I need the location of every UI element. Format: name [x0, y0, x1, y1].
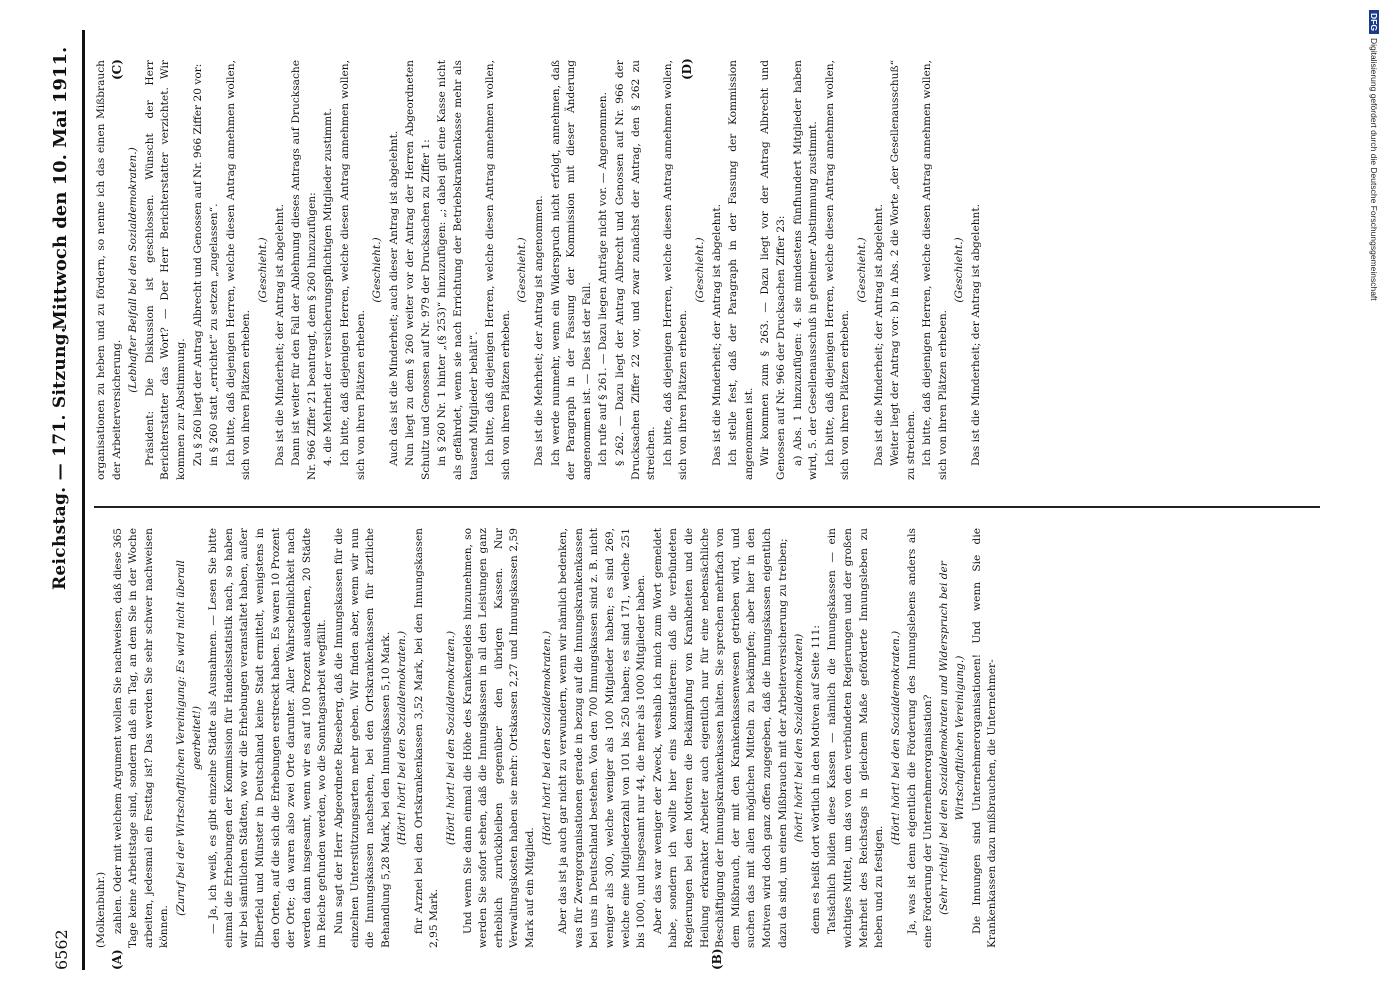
text-paragraph: Ich werde nunmehr, wenn ein Widerspruch nicht erfolgt, annehmen, daß der Paragraph in der Fassung der Kommission mit dieser Änderung angenommen ist. — Dies ist der Fall. — [549, 60, 593, 480]
text-paragraph: Das ist die Mehrheit; der Antrag ist angenommen. — [533, 195, 546, 466]
digitization-credit — [1367, 10, 1381, 990]
text-paragraph: Nun sagt der Herr Abgeordnete Rieseberg, daß die Innungskassen für die einzelnen Unterstützungsarten mehr geben. Wir finden aber, wenn wir nun die Innungskassen nachsehen, bei den Ortskrankenkassen für ärztliche Behandlung 5,28 Mark, bei den Innungskassen 5,10 Mark. — [332, 528, 392, 948]
interjection-paragraph: (Hört! hört! bei den Sozialdemokraten.) — [889, 630, 902, 846]
text-paragraph: Ich rufe auf § 261. — Dazu liegen Anträge nicht vor. — Angenommen. — [597, 92, 610, 466]
text-paragraph: Das ist die Minderheit; der Antrag ist abgelehnt. — [710, 204, 723, 466]
margin-marker-a: (A) — [110, 949, 124, 970]
text-paragraph: Die Innungen sind Unternehmerorganisationen! Und wenn Sie die Krankenkassen dazu mißbrauchen, die Unternehmer- — [970, 528, 999, 948]
left-text-column — [94, 528, 1002, 948]
text-paragraph: (Molkenbuhr.) — [95, 871, 107, 948]
rotated-document-page — [30, 30, 1330, 970]
text-paragraph: Präsident: Die Diskussion ist geschlossen. Wünscht der Herr Berichterstatter das Wort? — Der Herr Berichterstatter verzichtet. Wir kommen zur Abstimmung. — [143, 60, 187, 480]
interjection-paragraph: (Zuruf bei der Wirtschaftlichen Vereinigung: Es wird nicht überall gearbeitet!) — [174, 560, 203, 916]
interjection-paragraph: (Geschieht.) — [256, 237, 269, 303]
text-paragraph: Ich stelle fest, daß der Paragraph in der Fassung der Kommission angenommen ist. — [727, 60, 755, 480]
text-paragraph: in § 260 statt „errichtet“ zu setzen „zugelassen“. — [208, 203, 221, 466]
text-paragraph: Aber das ist ja auch gar nicht zu verwundern, wenn wir nämlich bedenken, was für Zwergorganisationen gerade in bezug auf die Innungskrankenkassen bei uns in Deutschland bestehen. Von den 700 Innungskassen sind z. B. nicht weniger als 300, welche weniger als 100 Mitglieder haben; es sind 269, welche eine Mitgliederzahl von 101 bis 250 haben; es sind 171, welche 251 bis 1000, und insgesamt nur 44, die mehr als 1000 Mitglieder haben. — [557, 528, 648, 948]
interjection-paragraph: (Hört! hört! bei den Sozialdemokraten.) — [396, 630, 409, 846]
text-paragraph: 4. die Mehrheit der versicherungspflichtigen Mitglieder zustimmt. — [322, 108, 335, 466]
text-paragraph: Ja, was ist denn eigentlich die Förderung des Innungslebens anders als eine Förderung der Unternehmerorganisation? — [906, 528, 934, 948]
interjection-paragraph: (hört! hört! bei den Sozialdemokraten) — [793, 633, 806, 843]
text-paragraph: a) Abs. 1 hinzuzufügen: 4. sie mindestens fünfhundert Mitglieder haben wird, 5. der Gesellenausschuß in geheimer Abstimmung zustimmt. — [791, 60, 820, 480]
interjection-paragraph: (Geschieht.) — [953, 237, 966, 303]
text-paragraph: Ich bitte, daß diejenigen Herren, welche diesen Antrag annehmen wollen, sich von ihren Plätzen erheben. — [661, 60, 690, 480]
text-paragraph: Das ist die Minderheit; der Antrag ist abgelehnt. — [872, 204, 885, 466]
margin-marker-b: (B) — [710, 948, 724, 970]
text-paragraph: Nun liegt zu dem § 260 weiter vor der Antrag der Herren Abgeordneten Schultz und Genossen auf Nr. 979 der Drucksachen zu Ziffer 1: — [404, 60, 432, 480]
text-paragraph: Ich bitte, daß diejenigen Herren, welche diesen Antrag annehmen wollen, sich von ihren Plätzen erheben. — [338, 60, 367, 480]
session-date: Mittwoch den 10. Mai 1911. — [50, 46, 71, 330]
session-title: Reichstag. — 171. Sitzung. — [50, 326, 70, 590]
column-divider — [94, 506, 1320, 508]
text-paragraph: Ich bitte, daß diejenigen Herren, welche diesen Antrag annehmen wollen, sich von ihren Plätzen erheben. — [484, 60, 512, 480]
page-header — [30, 30, 85, 970]
text-paragraph: Und wenn Sie dann einmal die Höhe des Krankengeldes hinzunehmen, so werden Sie sofort sehen, daß die Innungskassen in all den Leistungen ganz erheblich zurückbleiben gegenüber den übrigen Kassen. Nur Verwaltungskosten haben sie mehr: Ortskassen 2,27 und Innungskassen 2,59 Mark auf ein Mitglied. — [461, 528, 537, 948]
interjection-paragraph: (Geschieht.) — [693, 237, 706, 303]
text-paragraph: in § 260 Nr. 1 hinter „(§ 253)“ hinzuzufügen: „; dabei gilt eine Kasse nicht als gefährdet, wenn sie nach Errichtung der Betriebskrankenkasse mehr als tausend Mitglieder behält“. — [436, 60, 480, 480]
text-paragraph: Auch das ist die Minderheit; auch dieser Antrag ist abgelehnt. — [387, 130, 400, 466]
text-paragraph: organisationen zu heben und zu fördern, so nenne ich das einen Mißbrauch der Arbeiterversicherung. — [95, 60, 123, 480]
interjection-paragraph: (Hört! hört! bei den Sozialdemokraten.) — [445, 630, 458, 846]
margin-marker-d: (D) — [680, 58, 694, 80]
credit-text: Digitalisierung gefördert durch die Deutsche Forschungsgemeinschaft — [1369, 37, 1379, 301]
interjection-paragraph: (Geschieht.) — [855, 237, 868, 303]
interjection-paragraph: (Geschieht.) — [516, 237, 529, 303]
text-paragraph: Aber das war weniger der Zweck, weshalb ich mich zum Wort gemeldet habe, sondern ich wollte hier eins konstatieren: daß die verbündeten Regierungen bei den Motiven die Bekämpfung von Krankheiten und die Heilung erkrankter Arbeiter auch eigentlich nur für eine nebensächliche Beschäftigung der Innungskrankenkassen halten. Sie sprechen mehrfach von dem Mißbrauch, der mit den Krankenkassenwesen getrieben wird, und suchen das mit allen möglichen Mitteln zu bekämpfen; aber hier in den Motiven wird doch ganz offen zugegeben, daß die Innungskassen eigentlich dazu da sind, um einen Mißbrauch mit der Arbeiterversicherung zu treiben; — [651, 528, 789, 948]
text-paragraph: Wir kommen zum § 263. — Dazu liegt vor der Antrag Albrecht und Genossen auf Nr. 966 der Drucksachen Ziffer 23: — [759, 60, 787, 480]
text-paragraph: Ich bitte, daß diejenigen Herren, welche diesen Antrag annehmen wollen, sich von ihren Plätzen erheben. — [823, 60, 852, 480]
text-paragraph: — Ja, ich weiß, es gibt einzelne Städte als Ausnahmen. — Lesen Sie bitte einmal die Erhebungen der Kommission für Handelsstatistik nach, so haben wir bei sämtlichen Städten, wo wir die Erhebungen veranstaltet haben, außer Elberfeld und Münster in Deutschland keine Stadt ermittelt, wenigstens in den Orten, auf die sich die Erhebungen erstreckt haben. Es waren 10 Prozent der Orte; da waren also zwei Orte darunter. Aller Wahrscheinlichkeit nach werden dann insgesamt, wenn wir es auf 100 Prozent ausdehnen, 20 Städte im Reiche gefunden werden, wo die Sonntagsarbeit wegfällt. — [207, 528, 329, 948]
interjection-paragraph: (Geschieht.) — [371, 237, 384, 303]
text-paragraph: Zu § 260 liegt der Antrag Albrecht und Genossen auf Nr. 966 Ziffer 20 vor: — [191, 63, 204, 466]
interjection-paragraph: (Lebhafter Beifall bei den Sozialdemokraten.) — [127, 147, 140, 393]
text-paragraph: § 262. — Dazu liegt der Antrag Albrecht und Genossen auf Nr. 966 der Drucksachen Ziffer 22 vor, und zwar zunächst der Antrag, den § 262 zu streichen. — [614, 60, 658, 480]
text-paragraph: Ich bitte, daß diejenigen Herren, welche diesen Antrag annehmen wollen, sich von ihren Plätzen erheben. — [224, 60, 253, 480]
page-number: 6562 — [52, 929, 71, 970]
text-paragraph: Tatsächlich bilden diese Kassen — nämlich die Innungskassen — ein wichtiges Mittel, um das von den verbündeten Regierungen und der großen Mehrheit des Reichstags in gleichem Maße geförderte Innungsleben zu heben und zu festigen. — [826, 528, 886, 948]
text-paragraph: Dann ist weiter für den Fall der Ablehnung dieses Antrags auf Drucksache Nr. 966 Ziffer 21 beantragt, dem § 260 hinzuzufügen: — [290, 60, 318, 480]
text-paragraph: denn es heißt dort wörtlich in den Motiven auf Seite 111: — [809, 625, 822, 934]
interjection-paragraph: (Hört! hört! bei den Sozialdemokraten.) — [540, 630, 553, 846]
text-paragraph: Das ist die Minderheit; der Antrag ist abgelehnt. — [970, 204, 983, 466]
text-paragraph: Weiter liegt der Antrag vor: b) in Abs. 2 die Worte „der Gesellenausschuß“ zu streichen. — [889, 60, 917, 480]
text-paragraph: für Arznei bei den Ortskrankenkassen 3,52 Mark, bei den Innungskassen 2,95 Mark. — [412, 528, 441, 948]
text-paragraph: Ich bitte, daß diejenigen Herren, welche diesen Antrag annehmen wollen, sich von ihren Plätzen erheben. — [921, 60, 949, 480]
dfg-logo: DFG — [1369, 10, 1379, 34]
right-text-column — [94, 60, 986, 480]
text-paragraph: zahlen. Oder mit welchem Argument wollen Sie nachweisen, daß diese 365 Tage keine Arbeitstage sind, sondern daß ein Tag, an dem Sie in der Woche arbeiten, jedesmal ein Festtag ist? Das werden Sie sehr schwer nachweisen können. — [111, 528, 171, 948]
margin-marker-c: (C) — [110, 59, 124, 80]
text-paragraph: Das ist die Minderheit; der Antrag ist abgelehnt. — [273, 204, 286, 466]
interjection-paragraph: (Sehr richtig! bei den Sozialdemokraten und Widerspruch bei der Wirtschaftlichen Vereinigung.) — [938, 561, 967, 915]
